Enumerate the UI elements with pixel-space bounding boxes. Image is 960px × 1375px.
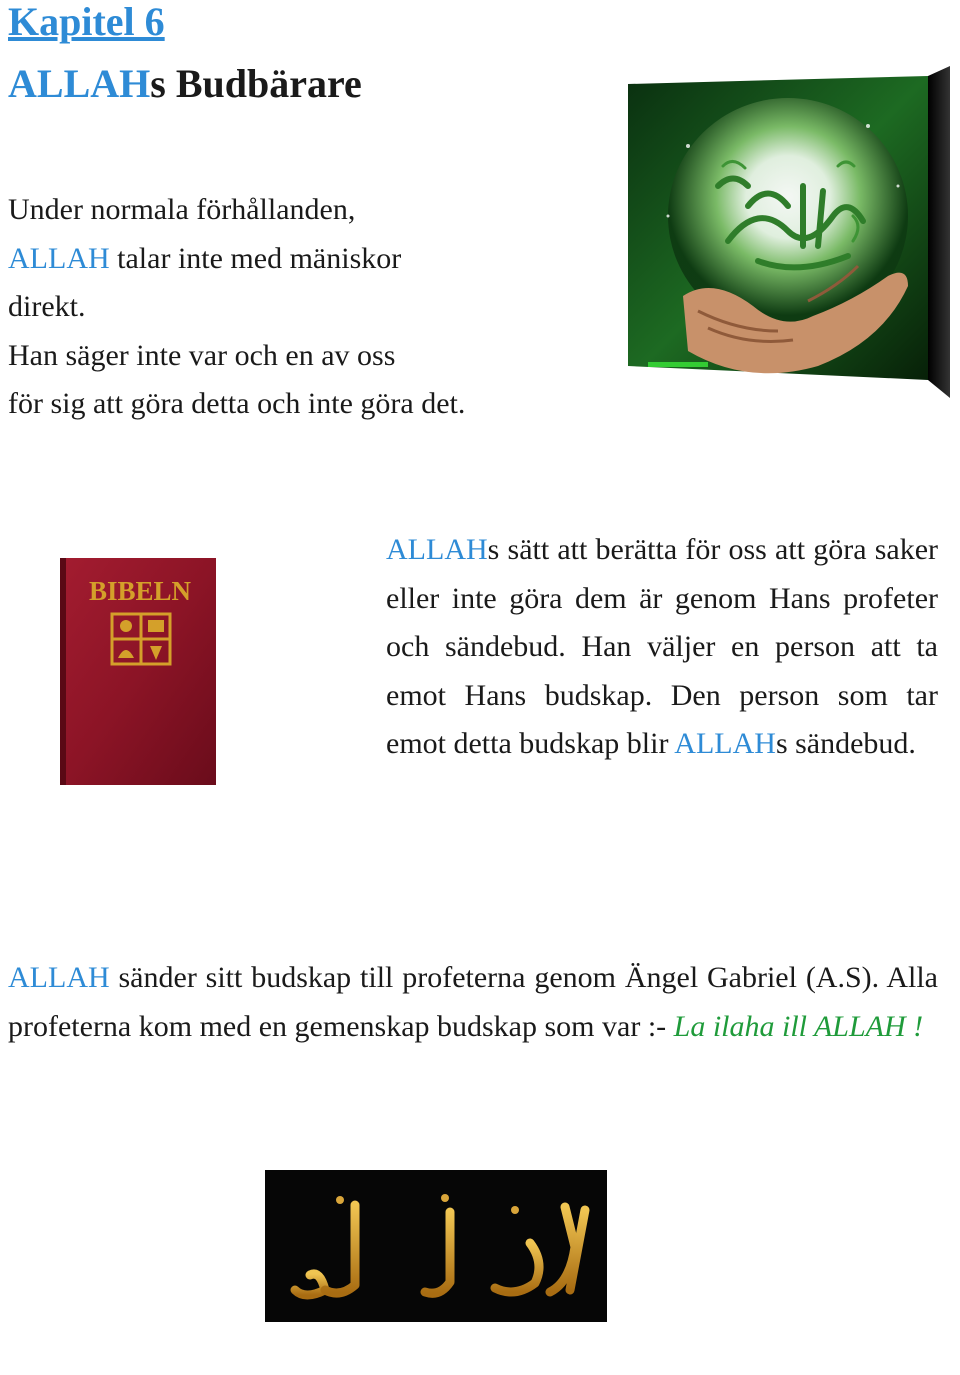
bible-book-image	[60, 558, 216, 785]
chapter-link[interactable]: Kapitel 6	[8, 0, 165, 44]
messenger-paragraph	[386, 526, 938, 769]
chapter-title	[8, 62, 362, 106]
intro-line-3: direkt.	[8, 290, 86, 323]
intro-allah: ALLAH	[8, 241, 110, 275]
gabriel-paragraph	[8, 954, 938, 1051]
shahada-calligraphy-image	[265, 1170, 607, 1322]
intro-line-2: talar inte med mäniskor	[109, 241, 402, 275]
messenger-text-1: s sätt att berätta för oss att göra saker eller inte göra dem är genom Hans profeter och sändebud. Han väljer en person att ta emot Hans budskap. Den person som tar emot detta budskap blir	[386, 533, 938, 760]
gabriel-allah: ALLAH	[8, 961, 110, 994]
intro-line-1: Under normala förhållanden,	[8, 193, 356, 226]
shahada-quote: La ilaha ill ALLAH !	[673, 1009, 924, 1043]
messenger-text-2: s sändebud.	[775, 727, 916, 760]
bible-cover-title: BIBELN	[88, 576, 192, 606]
gabriel-text: sänder sitt budskap till profeterna genom Ängel Gabriel (A.S). Alla profeterna kom med en gemenskap budskap som var :-	[8, 961, 938, 1043]
intro-line-4: Han säger inte var och en av oss	[8, 338, 396, 372]
intro-paragraph	[8, 186, 568, 429]
title-rest: s Budbärare	[150, 61, 362, 106]
messenger-allah-1: ALLAH	[386, 533, 488, 566]
chapter-heading	[8, 0, 362, 106]
messenger-allah-2: ALLAH	[674, 727, 776, 760]
intro-line-5: för sig att göra detta och inte göra det.	[8, 387, 466, 420]
calligraphy-card-image	[628, 66, 950, 398]
title-allah: ALLAH	[8, 61, 151, 106]
